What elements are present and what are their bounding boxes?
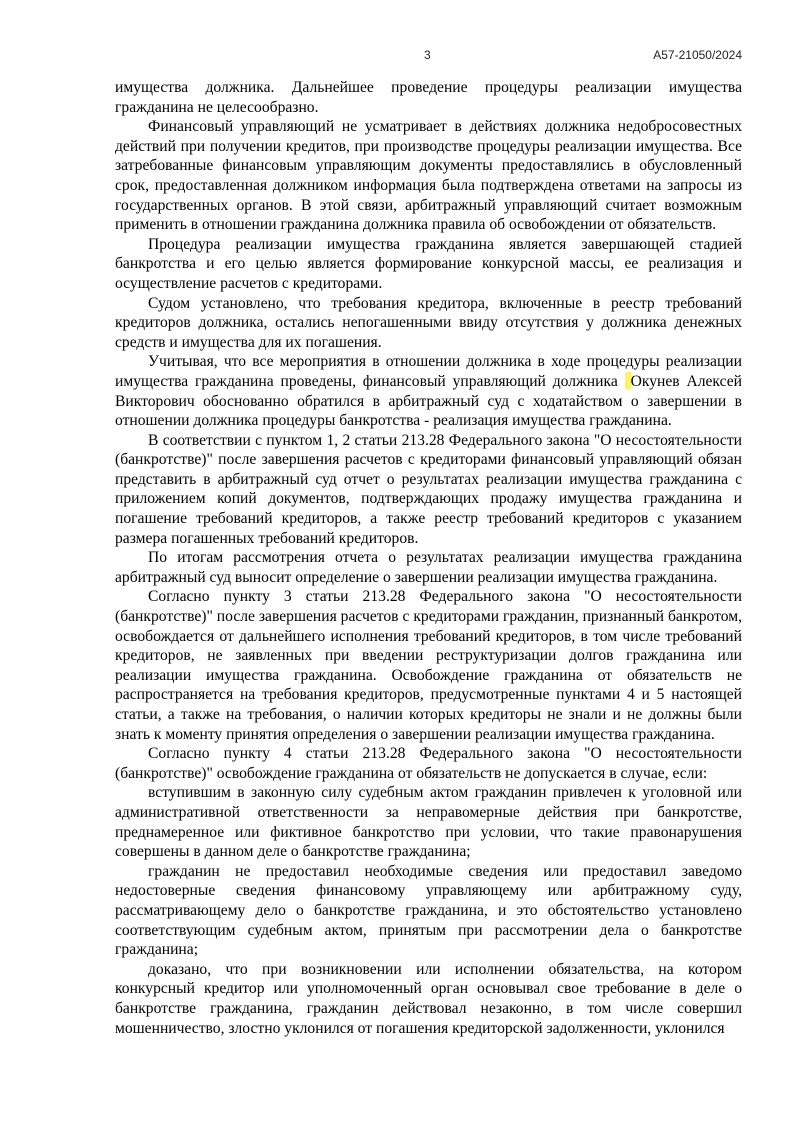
petition-text-before: Учитывая, что все мероприятия в отношении должника в ходе процедуры реализации имущества гражданина проведены, финансовый управляющий должника [115, 353, 742, 390]
paragraph-case-false-info: гражданин не предоставил необходимые сведения или предоставил заведомо недостоверные сведения финансовому управляющему или арбитражному суду, рассматривающему дело о банкротстве гражданина, и это обстоятельство установлено соответствующим судебным актом, принятым при рассмотрении дела о банкротстве гражданина; [115, 862, 742, 959]
paragraph-article-213-28-p3: Согласно пункту 3 статьи 213.28 Федерального закона "О несостоятельности (банкротстве)" после завершения расчетов с кредиторами гражданин, признанный банкротом, освобождается от дальнейшего исполнения требований кредиторов, в том числе требований кредиторов, не заявленных при введении реструктуризации долгов гражданина или реализации имущества гражданина. Освобождение гражданина от обязательств не распространяется на требования кредиторов, предусмотренные пунктами 4 и 5 настоящей статьи, а также на требования, о наличии которых кредиторы не знали и не должны были знать к моменту принятия определения о завершении реализации имущества гражданина. [115, 588, 742, 743]
petition-text-after: Окунев Алексей Викторович обоснованно обратился в арбитражный суд с ходатайством о завершении в отношении должника процедуры банкротства - реализация имущества гражданина. [115, 372, 742, 430]
case-number: А57-21050/2024 [653, 48, 742, 62]
paragraph-article-213-28-p4: Согласно пункту 4 статьи 213.28 Федерального закона "О несостоятельности (банкротстве)" освобождение гражданина от обязательств не допускается в случае, если: [115, 745, 742, 782]
paragraph-article-213-28-p1-2: В соответствии с пунктом 1, 2 статьи 213.28 Федерального закона "О несостоятельности (банкротстве)" после завершения расчетов с кредиторами финансовый управляющий обязан представить в арбитражный суд отчет о результатах реализации имущества гражданина с приложением копий документов, подтверждающих продажу имущества гражданина и погашение требований кредиторов, а также реестр требований кредиторов с указанием размера погашенных требований кредиторов. [115, 431, 742, 547]
document-body [115, 78, 742, 1038]
paragraph-case-fraud: доказано, что при возникновении или исполнении обязательства, на котором конкурсный кредитор или уполномоченный орган основывал свое требование в деле о банкротстве гражданина, гражданин действовал незаконно, в том числе совершил мошенничество, злостно уклонился от погашения кредиторской задолженности, уклонился [115, 960, 742, 1037]
page-number: 3 [424, 48, 431, 62]
paragraph-manager-opinion: Финансовый управляющий не усматривает в действиях должника недобросовестных действий при получении кредитов, при производстве процедуры реализации имущества. Все затребованные финансовым управляющим документы предоставлялись в обусловленный срок, предоставленная должником информация была подтверждена ответами на запросы из государственных органов. В этой связи, арбитражный управляющий считает возможным применить в отношении гражданина должника правила об освобождении от обязательств. [115, 118, 742, 234]
paragraph-case-criminal: вступившим в законную силу судебным актом гражданин привлечен к уголовной или административной ответственности за неправомерные действия при банкротстве, преднамеренное или фиктивное банкротство при условии, что такие правонарушения совершены в данном деле о банкротстве гражданина; [115, 784, 742, 861]
paragraph-continuation: имущества должника. Дальнейшее проведение процедуры реализации имущества гражданина не целесообразно. [115, 79, 742, 116]
paragraph-petition [115, 352, 742, 430]
paragraph-court-finding: Судом установлено, что требования кредитора, включенные в реестр требований кредиторов должника, остались непогашенными ввиду отсутствия у должника денежных средств и имущества для их погашения. [115, 294, 742, 351]
paragraph-procedure: Процедура реализации имущества гражданина является завершающей стадией банкротства и его целью является формирование конкурсной массы, ее реализация и осуществление расчетов с кредиторами. [115, 235, 742, 292]
paragraph-report-result: По итогам рассмотрения отчета о результатах реализации имущества гражданина арбитражный суд выносит определение о завершении реализации имущества гражданина. [115, 549, 742, 586]
